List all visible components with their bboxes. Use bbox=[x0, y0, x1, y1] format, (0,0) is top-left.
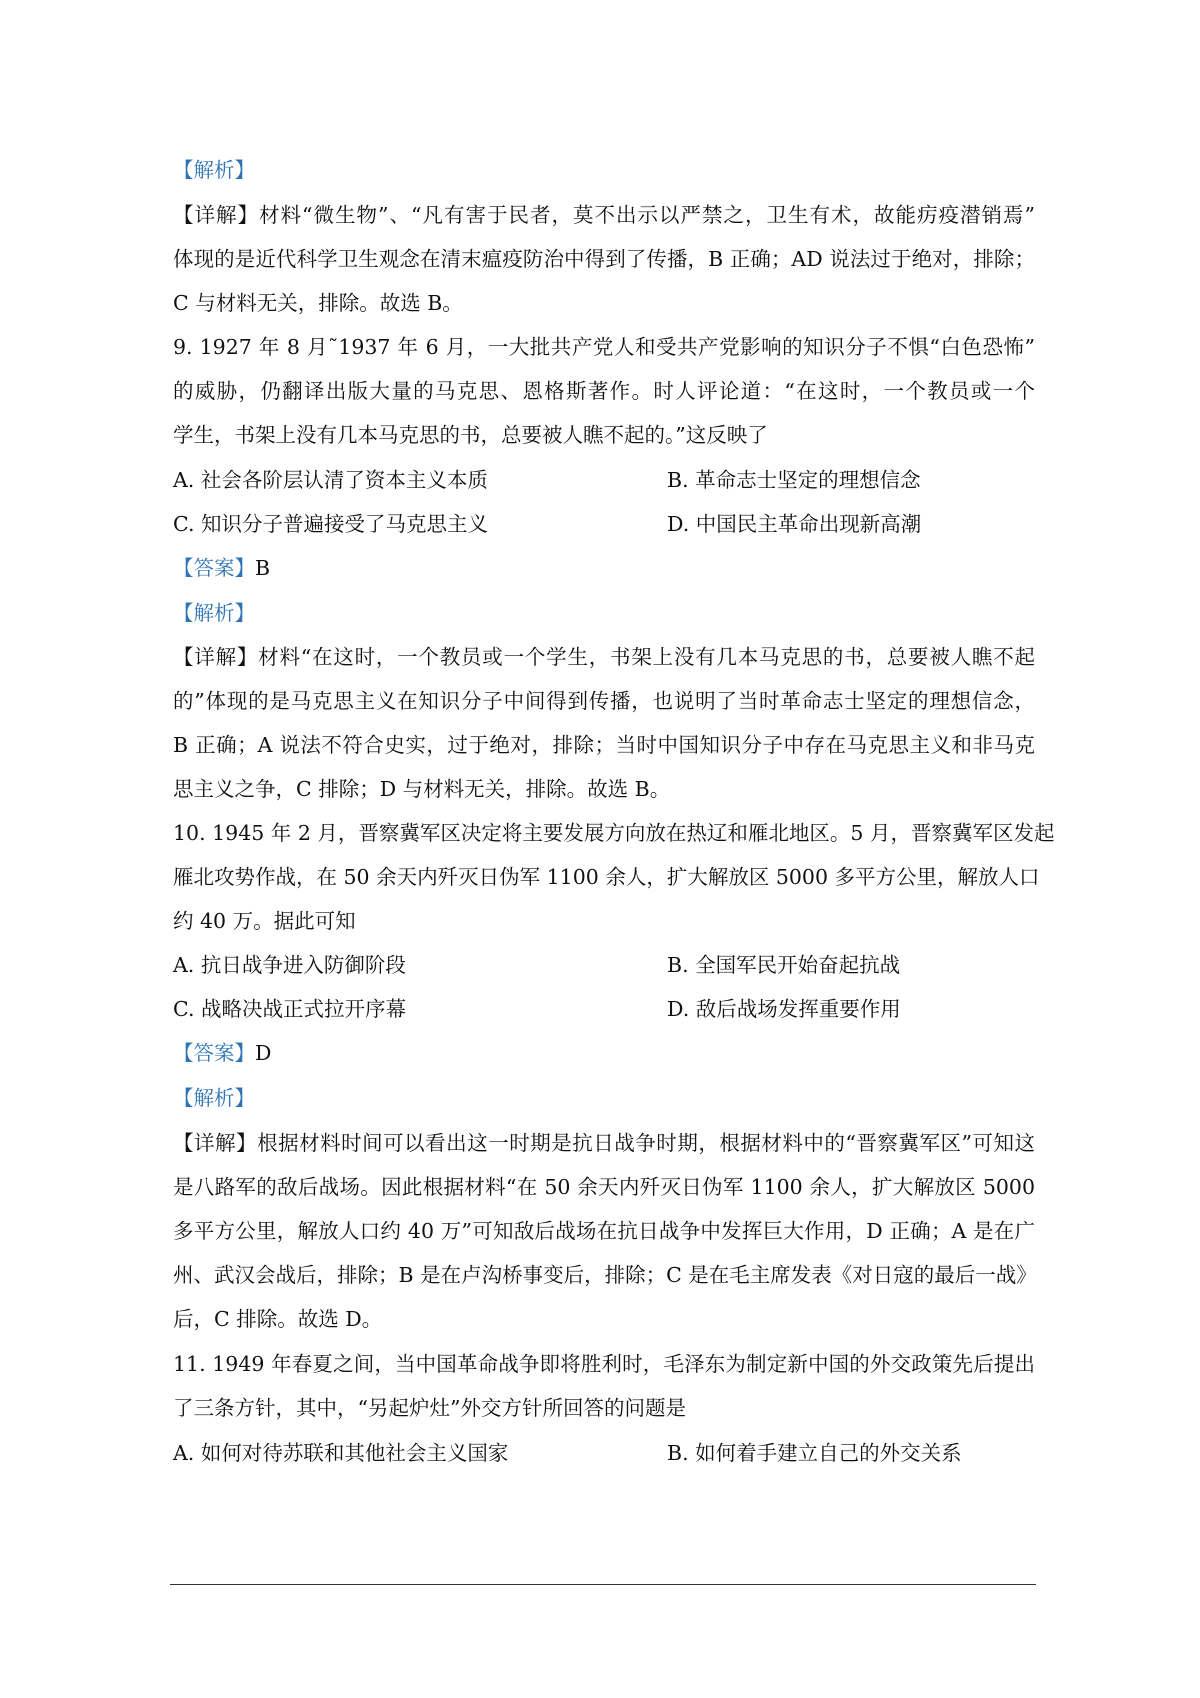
q11-stem-line-1: 11. 1949 年春夏之间，当中国革命战争即将胜利时，毛泽东为制定新中国的外交政策先后提出 bbox=[173, 1352, 1035, 1376]
q10-detail-line-4: 州、武汉会战后，排除；B 是在卢沟桥事变后，排除；C 是在毛主席发表《对日寇的最后一战》 bbox=[173, 1263, 1037, 1287]
q10-detail-line-5: 后，C 排除。故选 D。 bbox=[173, 1307, 383, 1331]
q10-answer bbox=[173, 1038, 271, 1068]
q9-option-a: A. 社会各阶层认清了资本主义本质 bbox=[173, 468, 488, 492]
analysis-tag: 【解析】 bbox=[173, 158, 255, 182]
q10-detail-line-1 bbox=[173, 1128, 1035, 1158]
q8-detail-line-1 bbox=[173, 200, 1035, 230]
q10-analysis-heading bbox=[173, 1083, 255, 1113]
detail-tag: 【详解】 bbox=[173, 203, 260, 227]
footer-divider bbox=[170, 1584, 1036, 1585]
q11-stem-line-2: 了三条方针，其中，“另起炉灶”外交方针所回答的问题是 bbox=[173, 1396, 686, 1420]
q9-analysis-heading bbox=[173, 598, 255, 628]
q9-stem-line-3: 学生，书架上没有几本马克思的书，总要被人瞧不起的。”这反映了 bbox=[173, 423, 768, 447]
q8-detail-line-3: C 与材料无关，排除。故选 B。 bbox=[173, 291, 463, 315]
q10-option-c: C. 战略决战正式拉开序幕 bbox=[173, 997, 406, 1021]
q9-detail-line-2: 的”体现的是马克思主义在知识分子中间得到传播，也说明了当时革命志士坚定的理想信念， bbox=[173, 689, 1035, 713]
q10-option-d: D. 敌后战场发挥重要作用 bbox=[667, 997, 901, 1021]
detail-tag: 【详解】 bbox=[173, 1131, 258, 1155]
q9-stem-line-1: 9. 1927 年 8 月˜1937 年 6 月，一大批共产党人和受共产党影响的知识分子不惧“白色恐怖” bbox=[173, 335, 1035, 359]
q10-stem-line-2: 雁北攻势作战，在 50 余天内歼灭日伪军 1100 余人，扩大解放区 5000 多平方公里，解放人口 bbox=[173, 865, 1040, 889]
q10-stem-line-3: 约 40 万。据此可知 bbox=[173, 909, 356, 933]
q9-option-b: B. 革命志士坚定的理想信念 bbox=[667, 468, 921, 492]
q9-detail-line-3: B 正确；A 说法不符合史实，过于绝对，排除；当时中国知识分子中存在马克思主义和非马克 bbox=[173, 733, 1035, 757]
answer-tag: 【答案】 bbox=[173, 1041, 255, 1065]
q9-answer bbox=[173, 553, 270, 583]
detail-text: 根据材料时间可以看出这一时期是抗日战争时期，根据材料中的“晋察冀军区”可知这 bbox=[257, 1131, 1036, 1155]
detail-text: 材料“微生物”、“凡有害于民者，莫不出示以严禁之，卫生有术，故能疠疫潜销焉” bbox=[259, 203, 1036, 227]
q9-stem-line-2: 的威胁，仍翻译出版大量的马克思、恩格斯著作。时人评论道：“在这时，一个教员或一个 bbox=[173, 379, 1035, 403]
q9-option-d: D. 中国民主革命出现新高潮 bbox=[667, 512, 922, 536]
answer-tag: 【答案】 bbox=[173, 556, 255, 580]
q10-option-b: B. 全国军民开始奋起抗战 bbox=[667, 953, 901, 977]
answer-value: D bbox=[255, 1041, 272, 1065]
q10-detail-line-2: 是八路军的敌后战场。因此根据材料“在 50 余天内歼灭日伪军 1100 余人，扩大解放区 5000 bbox=[173, 1175, 1035, 1199]
analysis-tag: 【解析】 bbox=[173, 601, 255, 625]
q8-detail-line-2: 体现的是近代科学卫生观念在清末瘟疫防治中得到了传播，B 正确；AD 说法过于绝对，排除； bbox=[173, 247, 1035, 271]
q10-detail-line-3: 多平方公里，解放人口约 40 万”可知敌后战场在抗日战争中发挥巨大作用，D 正确；A 是在广 bbox=[173, 1219, 1035, 1243]
analysis-tag: 【解析】 bbox=[173, 1086, 255, 1110]
q10-stem-line-1: 10. 1945 年 2 月，晋察冀军区决定将主要发展方向放在热辽和雁北地区。5 月，晋察冀军区发起 bbox=[173, 821, 1055, 845]
detail-tag: 【详解】 bbox=[173, 645, 259, 669]
answer-value: B bbox=[255, 556, 271, 580]
q9-option-c: C. 知识分子普遍接受了马克思主义 bbox=[173, 512, 488, 536]
q8-analysis-heading bbox=[173, 155, 255, 185]
q9-detail-line-1 bbox=[173, 642, 1035, 672]
q11-option-b: B. 如何着手建立自己的外交关系 bbox=[667, 1441, 962, 1465]
q9-detail-line-4: 思主义之争，C 排除；D 与材料无关，排除。故选 B。 bbox=[173, 777, 671, 801]
q10-option-a: A. 抗日战争进入防御阶段 bbox=[173, 953, 406, 977]
detail-text: 材料“在这时，一个教员或一个学生，书架上没有几本马克思的书，总要被人瞧不起 bbox=[258, 645, 1035, 669]
q11-option-a: A. 如何对待苏联和其他社会主义国家 bbox=[173, 1441, 509, 1465]
